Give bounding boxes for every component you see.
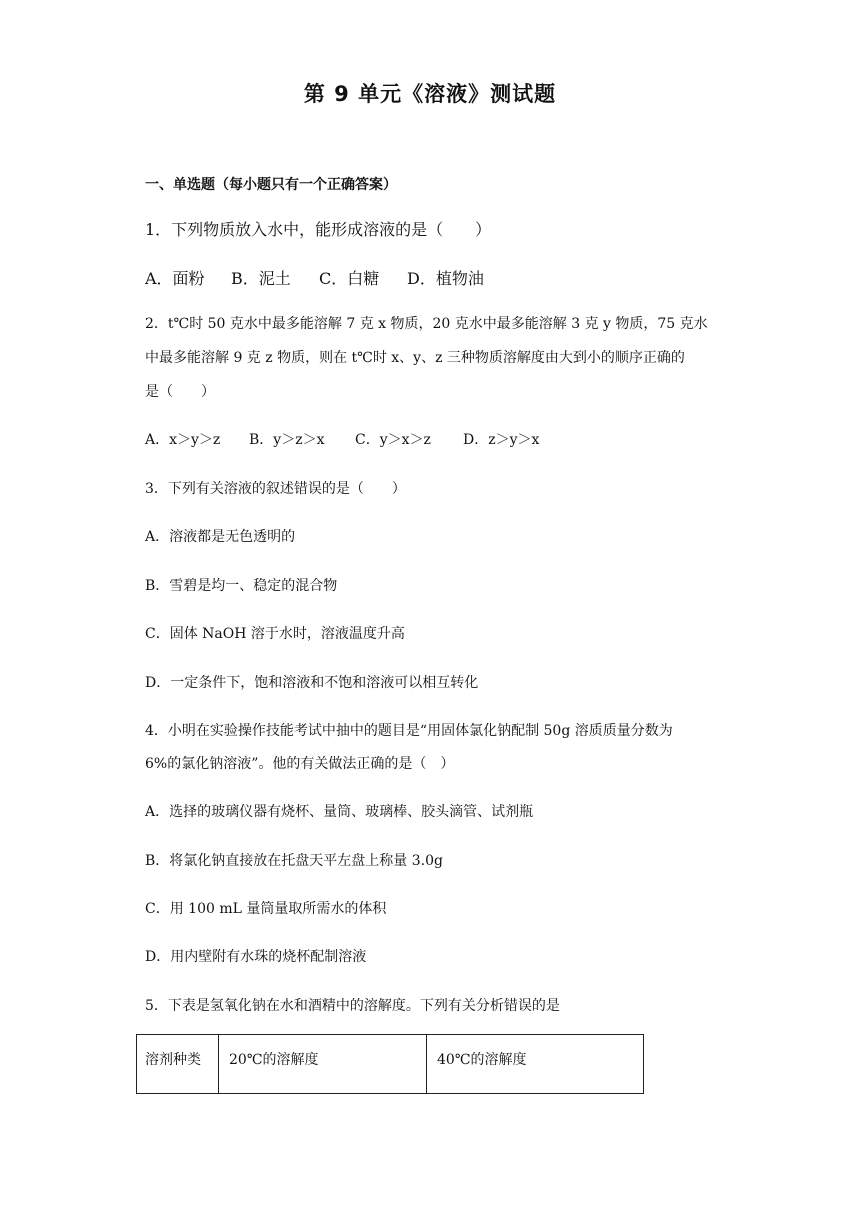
question-4-stem-line-1: 4．小明在实验操作技能考试中抽中的题目是“用固体氯化钠配制 50g 溶质质量分数为 [145,723,673,739]
question-2-options [145,429,539,449]
question-3-option-b: B．雪碧是均一、稳定的混合物 [145,578,338,594]
question-4-option-d: D．用内壁附有水珠的烧杯配制溶液 [145,949,367,965]
question-2-option-b: B．y＞z＞x [249,432,325,448]
question-5-stem: 5．下表是氢氧化钠在水和酒精中的溶解度。下列有关分析错误的是 [145,998,560,1014]
question-3-option-c: C．固体 NaOH 溶于水时，溶液温度升高 [145,626,405,642]
question-2-option-d: D．z＞y＞x [463,432,540,448]
question-1-stem: 1．下列物质放入水中，能形成溶液的是（ ） [145,220,492,239]
question-4-option-b: B．将氯化钠直接放在托盘天平左盘上称量 3.0g [145,853,443,869]
question-2-stem-line-1: 2．t℃时 50 克水中最多能溶解 7 克 x 物质，20 克水中最多能溶解 3 克 y 物质，75 克水 [145,316,708,332]
question-1-options [145,266,484,289]
question-2-option-a: A．x＞y＞z [145,432,221,448]
question-3-option-a: A．溶液都是无色透明的 [145,529,296,545]
question-3-option-d: D．一定条件下，饱和溶液和不饱和溶液可以相互转化 [145,675,479,691]
question-2-stem-line-2: 中最多能溶解 9 克 z 物质，则在 t℃时 x、y、z 三种物质溶解度由大到小的顺序正确的 [145,350,685,366]
question-2-option-c: C．y＞x＞z [355,432,431,448]
question-1-option-d: D．植物油 [407,269,484,288]
question-1-option-a: A．面粉 [145,269,205,288]
question-1-option-c: C．白糖 [319,269,380,288]
question-4-option-c: C．用 100 mL 量筒量取所需水的体积 [145,901,387,917]
question-3-stem: 3．下列有关溶液的叙述错误的是（ ） [145,481,406,497]
question-4-stem-line-2: 6%的氯化钠溶液”。他的有关做法正确的是（ ） [145,756,455,772]
question-2-stem-line-3: 是（ ） [145,384,215,400]
section-heading: 一、单选题（每小题只有一个正确答案） [145,177,397,193]
question-1-option-b: B．泥土 [231,269,291,288]
table-header-20c: 20℃的溶解度 [219,1035,427,1093]
solubility-table [136,1034,644,1094]
table-header-40c: 40℃的溶解度 [437,1052,527,1068]
page-title: 第 9 单元《溶液》测试题 [303,82,557,106]
question-4-option-a: A．选择的玻璃仪器有烧杯、量筒、玻璃棒、胶头滴管、试剂瓶 [145,804,534,820]
table-header-solvent: 溶剂种类 [137,1035,219,1093]
